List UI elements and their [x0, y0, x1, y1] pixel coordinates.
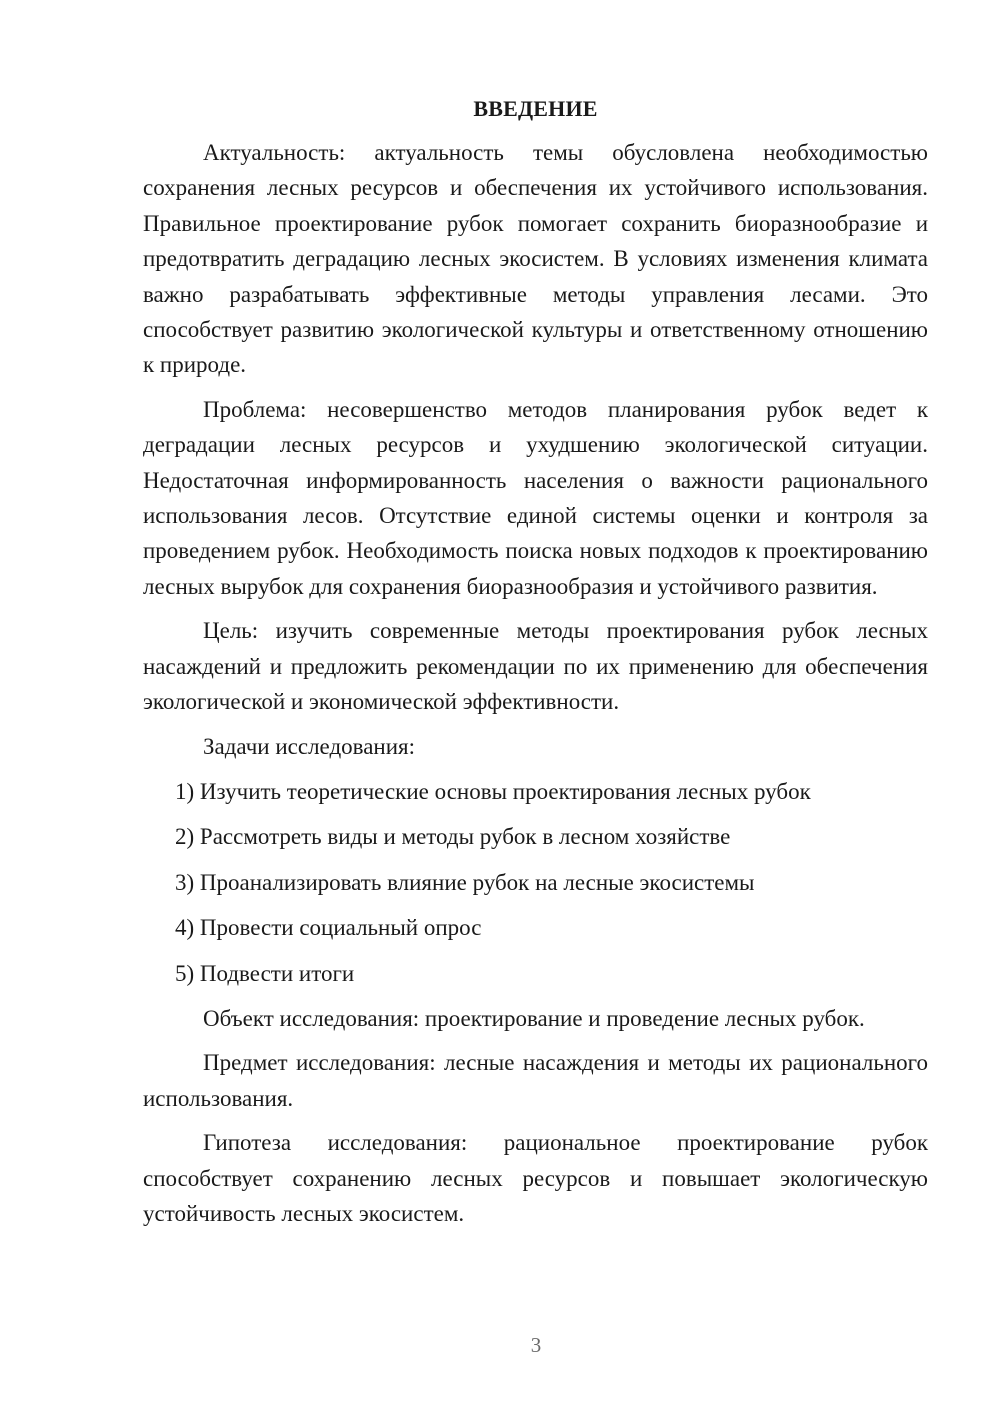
object-paragraph: Объект исследования: проектирование и проведение лесных рубок. — [203, 1005, 865, 1031]
task-item: 5) Подвести итоги — [175, 960, 355, 986]
goal-paragraph: Цель: изучить современные методы проектирования рубок лесных насаждений и предложить рекомендации по их применению для обеспечения экологической и экономической эффективности. — [143, 618, 928, 715]
problem-paragraph: Проблема: несовершенство методов планирования рубок ведет к деградации лесных ресурсов и ухудшению экологической ситуации. Недостаточная информированность населения о важности рационального использования лесов. Отсутствие единой системы оценки и контроля за проведением рубок. Необходимость поиска новых подходов к проектированию лесных вырубок для сохранения биоразнообразия и устойчивого развития. — [143, 396, 928, 599]
document-page — [143, 94, 928, 1240]
tasks-list — [143, 774, 928, 991]
task-item: 1) Изучить теоретические основы проектирования лесных рубок — [175, 778, 811, 804]
subject-paragraph: Предмет исследования: лесные насаждения и методы их рационального использования. — [143, 1050, 928, 1111]
task-item: 2) Рассмотреть виды и методы рубок в лесном хозяйстве — [175, 824, 731, 850]
section-title: ВВЕДЕНИЕ — [473, 96, 598, 121]
page-number: 3 — [530, 1333, 542, 1357]
hypothesis-paragraph: Гипотеза исследования: рациональное проектирование рубок способствует сохранению лесных ресурсов и повышает экологическую устойчивость лесных экосистем. — [143, 1130, 928, 1226]
task-item: 3) Проанализировать влияние рубок на лесные экосистемы — [175, 869, 755, 895]
task-item: 4) Провести социальный опрос — [175, 915, 482, 941]
tasks-label: Задачи исследования: — [203, 733, 416, 759]
relevance-paragraph: Актуальность: актуальность темы обусловлена необходимостью сохранения лесных ресурсов и обеспечения их устойчивого использования. Правильное проектирование рубок помогает сохранить биоразнообразие и предотвратить деградацию лесных экосистем. В условиях изменения климата важно разрабатывать эффективные методы управления лесами. Это способствует развитию экологической культуры и ответственному отношению к природе. — [143, 140, 928, 378]
